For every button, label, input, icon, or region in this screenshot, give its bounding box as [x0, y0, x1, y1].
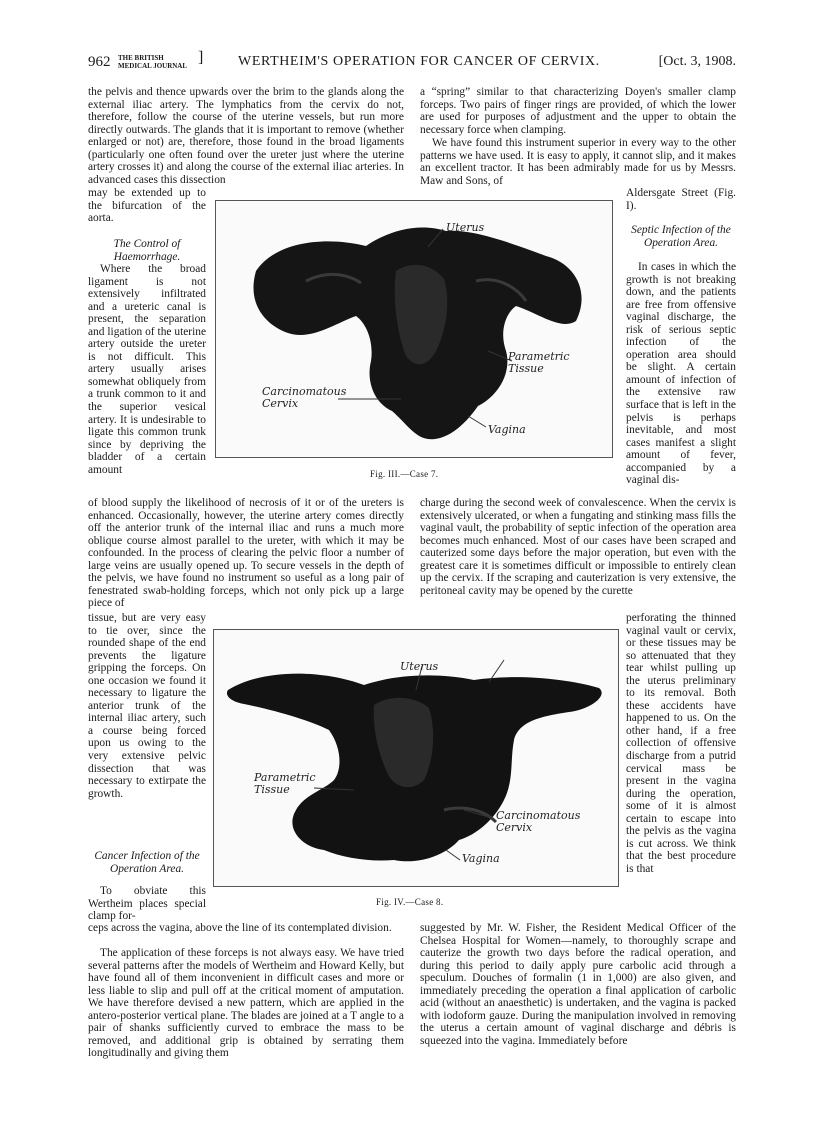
right-paragraph-2: We have found this instrument superior in every way to the other patterns we have used. It is easy to apply, it cannot slip, and it makes an excellent tractor. It has been admirably made for us by Messrs. Maw and Sons, of [420, 137, 736, 187]
running-header [88, 49, 736, 74]
journal-name [118, 49, 204, 70]
left-paragraph-3-cont: ceps across the vagina, above the line of its contemplated division. [88, 922, 392, 934]
left-paragraph-2-cont2: tissue, but are very easy to tie over, since the rounded shape of the end prevents the ligature gripping the forceps. On one occasion we found it necessary to ligature the anterior trunk of the internal iliac artery, such a course being forced upon us owing to the very extensive pelvic dissection that was necessary to extirpate the growth. [88, 612, 206, 800]
left-paragraph-3: To obviate this Wertheim places special clamp for- [88, 885, 206, 923]
right-paragraph-2-cont: Aldersgate Street (Fig. I). [626, 187, 736, 212]
figure-4-label-uterus: Uterus [400, 660, 439, 673]
left-paragraph-4: The application of these forceps is not always easy. We have tried several patterns after the models of Wertheim and Howard Kelly, but have found all of them inconvenient in difficult cases and more or less liable to slip and pull off at the critical moment of amputation. We have therefore devised a new pattern, which are applied in the antero-posterior vertical plane. The blades are joined at a T angle to a pair of shanks sufficiently curved to embrace the mass to be removed, and additional grip is obtained by serrating them longitudinally and giving them [88, 947, 404, 1060]
figure-4-label-parametric: Parametric Tissue [254, 771, 316, 796]
page-number: 962 [88, 54, 111, 70]
heading-septic-infection: Septic Infection of the Operation Area. [631, 224, 731, 249]
left-paragraph-1-cont: may be extended up to the bifurcation of the aorta. [88, 187, 206, 225]
heading-control-haemorrhage: The Control of Haemorrhage. [113, 238, 181, 263]
figure-4-photograph [213, 629, 619, 887]
figure-3-specimen-drawing [216, 201, 612, 457]
heading-cancer-infection: Cancer Infection of the Operation Area. [94, 850, 200, 875]
figure-4-caption: Fig. IV.—Case 8. [376, 897, 444, 907]
figure-4-label-vagina: Vagina [462, 852, 500, 865]
left-paragraph-2-cont: of blood supply the likelihood of necrosis of it or of the ureters is enhanced. Occasionally, however, the uterine artery comes directly off the anterior trunk of the internal iliac and runs a much more oblique course almost parallel to the ureter, with which it may be confounded. In the process of clearing the pelvic floor a number of large veins are usually opened up. To secure vessels in the depth of the pelvis, we have found no instrument so useful as a long pair of fenestrated swab-holding forceps, which not only pick up a large piece of [88, 497, 404, 610]
figure-4-label-carcinomatous: Carcinomatous Cervix [496, 809, 581, 834]
figure-3-photograph [215, 200, 613, 458]
right-paragraph-4: suggested by Mr. W. Fisher, the Resident Medical Officer of the Chelsea Hospital for Women—namely, to thoroughly scrape and cauterize the growth two days before the radical operation, and during this period to daily apply pure carbolic acid through a speculum. Douches of formalin (1 in 1,000) are also given, and immediately preceding the operation a final application of carbolic acid (without an anaesthetic) is undertaken, and the vagina is packed with iodoform gauze. During the manipulation involved in removing the uterus a certain amount of vaginal discharge and débris is squeezed into the vagina. Immediately before [420, 922, 736, 1047]
left-paragraph-1: the pelvis and thence upwards over the brim to the glands along the external iliac artery. The lymphatics from the cervix do not, therefore, follow the course of the uterine vessels, but run more directly outwards. The glands that it is important to remove (whether enlarged or not) are, therefore, those found in the broad ligaments (particularly one often found over the ureter just where the uterine artery crosses it) and along the course of the external iliac arteries. In advanced cases this dissection [88, 86, 404, 186]
article-title: WERTHEIM'S OPERATION FOR CANCER OF CERVIX. [238, 54, 600, 69]
figure-3-label-vagina: Vagina [488, 423, 526, 436]
left-paragraph-2: Where the broad ligament is not extensively infiltrated and a ureteric canal is present, the separation and ligation of the uterine artery outside the ureter is not difficult. This artery usually arises somewhat obliquely from a trunk common to it and the superior vesical artery. It is undesirable to ligate this common trunk since by depriving the bladder of a certain amount [88, 263, 206, 476]
right-paragraph-3-cont: charge during the second week of convalescence. When the cervix is extensively ulcerated, or when a fungating and stinking mass fills the vaginal vault, the probability of septic infection of the operation area becomes much enhanced. Most of our cases have been scraped and cauterized some days before the major operation, but even with the greatest care it is sometimes difficult or impossible to entirely clean up the cervix. If the scraping and cauterization is very extensive, the peritoneal cavity may be opened by the curette [420, 497, 736, 597]
figure-3-label-uterus: Uterus [446, 221, 485, 234]
right-paragraph-3: In cases in which the growth is not breaking down, and the patients are free from offensive vaginal discharge, the risk of serious septic infection of the operation area should be slight. A certain amount of infection of the extensive raw surface that is left in the pelvis is perhaps inevitable, and most cases manifest a slight amount of fever, accompanied by a vaginal dis- [626, 261, 736, 487]
journal-bracket: ] [198, 49, 204, 66]
figure-3-label-carcinomatous: Carcinomatous Cervix [262, 385, 347, 410]
journal-name-line1: THE BRITISH [118, 54, 164, 62]
figure-3-caption: Fig. III.—Case 7. [370, 469, 439, 479]
issue-date: [Oct. 3, 1908. [658, 54, 736, 69]
journal-name-line2: MEDICAL JOURNAL [118, 62, 188, 70]
right-paragraph-1: a “spring” similar to that characterizing Doyen's smaller clamp forceps. Two pairs of finger rings are provided, of which the lower are used for purposes of adjustment and the upper to obtain the necessary force when clamping. [420, 86, 736, 136]
figure-3-label-parametric: Parametric Tissue [508, 350, 570, 375]
right-paragraph-3-cont2: perforating the thinned vaginal vault or cervix, or these tissues may be so attenuated that they tear whilst pulling up the uterus preliminary to its removal. Both these accidents have happened to us. On the other hand, if a free collection of offensive discharge from a putrid cervical mass be present in the vagina during the operation, some of it is almost certain to escape into the pelvis as the vagina is cut across. We think that the best procedure is that [626, 612, 736, 875]
